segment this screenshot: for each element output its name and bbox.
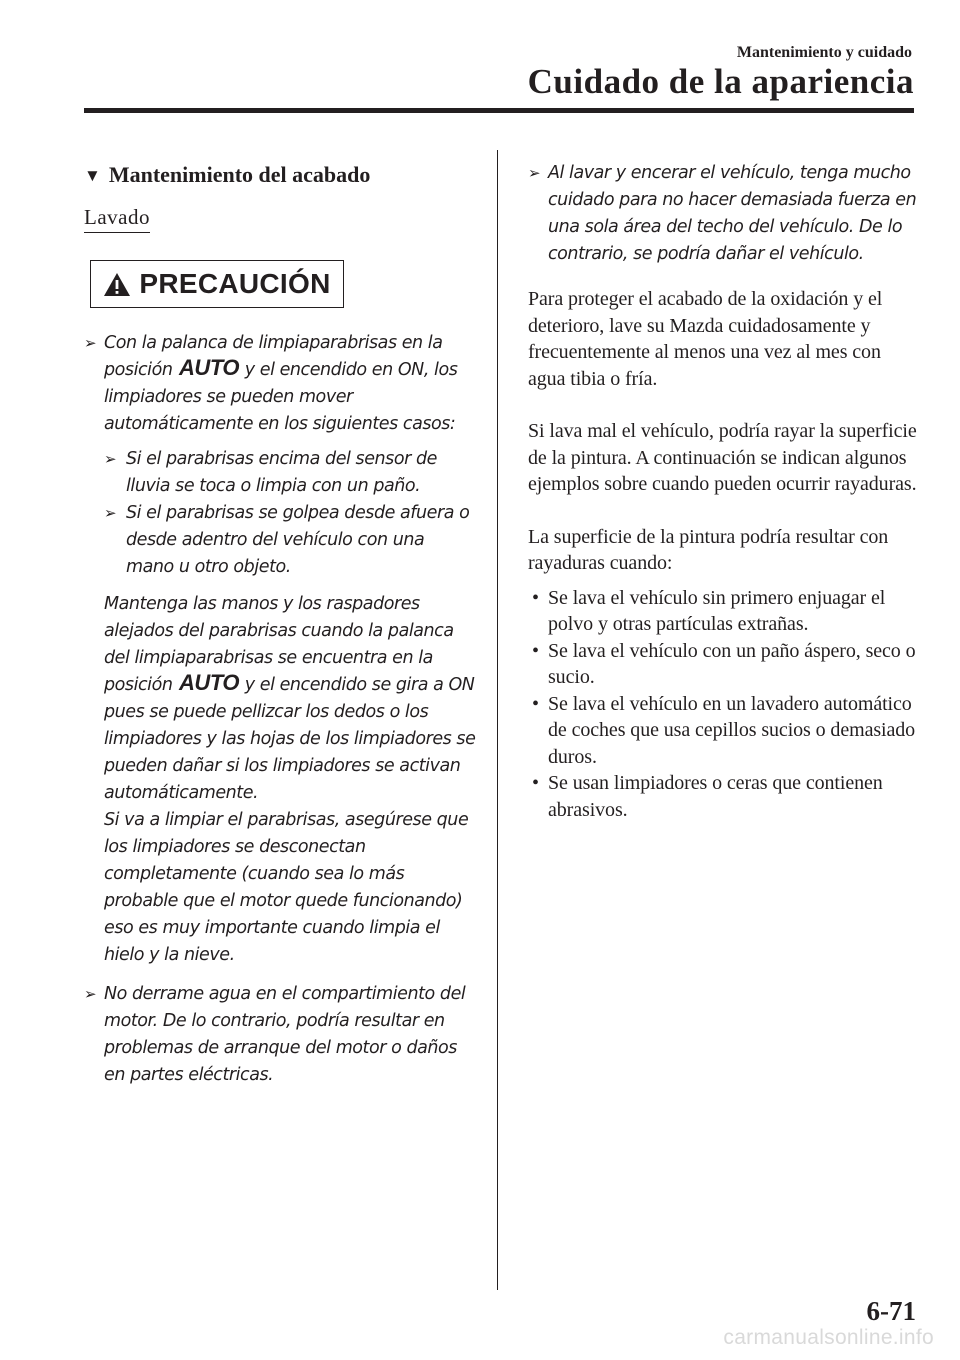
- auto-icon-text: AUTO: [178, 670, 239, 695]
- auto-wiper-icon: [178, 355, 239, 380]
- section-marker-icon: ▼: [84, 166, 101, 185]
- arrow-bullet-icon: ➢: [104, 450, 117, 468]
- body-paragraph: Para proteger el acabado de la oxidación y el deterioro, lave su Mazda cuidadosamente y frecuentemente al menos una vez al mes con agua tibia o fría.: [528, 288, 883, 390]
- chapter-name: Mantenimiento y cuidado: [736, 44, 912, 61]
- list-item: • Se usan limpiadores o ceras que contienen abrasivos.: [532, 772, 883, 821]
- subsection-heading: Lavado: [84, 205, 150, 233]
- auto-icon-text: AUTO: [178, 355, 239, 380]
- auto-wiper-icon: [178, 670, 239, 695]
- column-divider: [497, 150, 498, 1290]
- caution-box: [90, 260, 344, 308]
- header-rule: [84, 108, 914, 113]
- bullet-icon: •: [532, 772, 539, 794]
- body-paragraph: La superficie de la pintura podría resultar con rayaduras cuando:: [528, 525, 889, 574]
- arrow-bullet-icon: ➢: [104, 504, 117, 522]
- left-column: [84, 160, 476, 1089]
- caution-label: PRECAUCIÓN: [139, 268, 331, 299]
- caution-item-roof: ➢ Al lavar y encerar el vehículo, tenga mucho cuidado para no hacer demasiada fuerza en una sola área del techo del vehículo. De lo contrario, se podría dañar el vehículo.: [528, 160, 918, 268]
- caution-item-wiper-auto: [84, 330, 476, 969]
- bullet-icon: •: [532, 586, 539, 609]
- list-item: • Se lava el vehículo en un lavadero automático de coches que usa cepillos sucios o demasiado duros.: [532, 692, 916, 768]
- list-item: • Se lava el vehículo sin primero enjuagar el polvo y otras partículas extrañas.: [532, 586, 886, 635]
- bullet-icon: •: [532, 692, 539, 715]
- item-text: Con la palanca de limpiaparabrisas en la posición: [104, 333, 443, 380]
- warning-triangle-icon: [103, 272, 131, 297]
- arrow-bullet-icon: ➢: [84, 985, 97, 1003]
- right-column: [528, 160, 918, 823]
- sub-list-item: ➢ Si el parabrisas se golpea desde afuera o desde adentro del vehículo con una mano u otro objeto.: [104, 500, 476, 581]
- section-heading: [84, 160, 476, 191]
- caution-paragraph: Mantenga las manos y los raspadores alejados del parabrisas cuando la palanca del limpiaparabrisas se encuentra en la posición AUTO y el encendido se gira a ON pues se puede pellizcar los dedos o los limpiadores y las hojas de los limpiadores se pueden dañar si los limpiadores se activan automáticamente.: [104, 594, 476, 803]
- caution-item-engine-water: ➢ No derrame agua en el compartimiento del motor. De lo contrario, podría resultar en problemas de arranque del motor o daños en partes eléctricas.: [84, 981, 476, 1089]
- body-paragraph: Si lava mal el vehículo, podría rayar la superficie de la pintura. A continuación se indican algunos ejemplos sobre cuando pueden ocurrir rayaduras.: [528, 420, 917, 495]
- list-item: • Se lava el vehículo con un paño áspero, seco o sucio.: [532, 639, 916, 688]
- sub-list-item: ➢ Si el parabrisas encima del sensor de lluvia se toca o limpia con un paño.: [104, 446, 476, 500]
- sub-list: [104, 446, 476, 581]
- arrow-bullet-icon: ➢: [528, 164, 541, 182]
- section-title: Mantenimiento del acabado: [108, 162, 371, 187]
- item-text-cont: y el encendido en ON, los limpiadores se pueden mover automáticamente en los siguientes casos:: [104, 360, 458, 434]
- page-title: Cuidado de la apariencia: [527, 62, 914, 101]
- bullet-list: [528, 585, 918, 824]
- caution-paragraph-2: Si va a limpiar el parabrisas, asegúrese que los limpiadores se desconectan completamente (cuando sea lo más probable que el motor quede funcionando) eso es muy importante cuando limpia el hielo y la nieve.: [104, 810, 469, 965]
- bullet-icon: •: [532, 639, 539, 662]
- arrow-bullet-icon: ➢: [84, 334, 97, 352]
- page-number: 6-71: [866, 1296, 916, 1326]
- watermark: carmanualsonline.info: [723, 1326, 934, 1349]
